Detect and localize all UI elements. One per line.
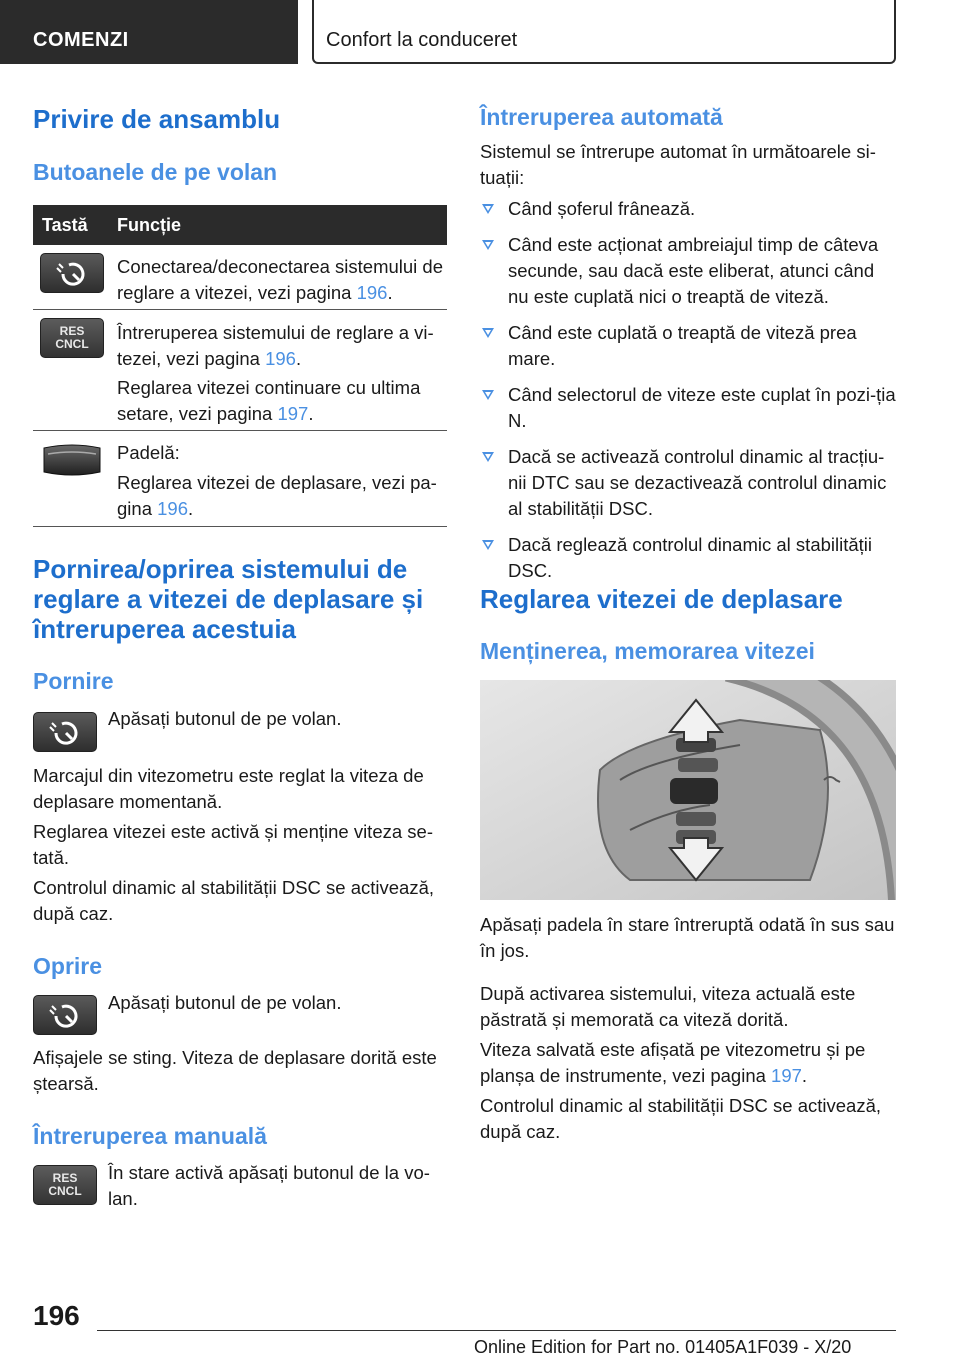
heading-auto: Întreruperea automată xyxy=(480,104,723,130)
cruise-control-icon xyxy=(33,995,97,1035)
heading-oprire: Oprire xyxy=(33,953,103,979)
table-row-3-text2: Reglarea vitezei de deplasare, vezi pa-gina 196. xyxy=(117,472,437,519)
list-item: Dacă reglează controlul dinamic al stabilității DSC. xyxy=(480,532,896,584)
list-item: Când șoferul frânează. xyxy=(480,196,896,222)
list-item: Când este cuplată o treaptă de viteză prea mare. xyxy=(480,320,896,372)
res-cncl-icon: RES CNCL xyxy=(40,318,104,358)
list-item: Când selectorul de viteze este cuplat în pozi-ția N. xyxy=(480,382,896,434)
bullet-triangle-icon xyxy=(482,204,494,214)
list-item: Când este acționat ambreiajul timp de câteva secunde, sau dacă este eliberat, atunci când nu este cuplată nici o treaptă de viteză. xyxy=(480,232,896,310)
section-title-start-stop: Pornirea/oprirea sistemului de reglare a vitezei de deplasare și întreruperea acestuia xyxy=(33,554,424,644)
chapter-label: Confort la conduceret xyxy=(326,29,518,51)
section-tab xyxy=(0,0,298,64)
table-row-2-text2: Reglarea vitezei continuare cu ultima setare, vezi pagina 197. xyxy=(117,377,421,424)
mem-p4: Controlul dinamic al stabilității DSC se activează, după caz. xyxy=(480,1095,882,1142)
pornire-p2: Reglarea vitezei este activă și menține viteza se-tată. xyxy=(33,821,433,868)
page-link[interactable]: 196 xyxy=(356,282,388,303)
subtitle-buttons: Butoanele de pe volan xyxy=(33,159,278,185)
table-divider xyxy=(33,526,447,527)
heading-manuala: Întreruperea manuală xyxy=(33,1123,267,1149)
manuala-lead: În stare activă apăsați butonul de la vo-lan. xyxy=(108,1162,430,1209)
mem-p3: Viteza salvată este afișată pe vitezometru și pe planșa de instrumente, vezi pagina 197. xyxy=(480,1039,866,1086)
bullet-triangle-icon xyxy=(482,390,494,400)
table-row-3-text: Padelă: xyxy=(117,442,180,463)
auto-intro: Sistemul se întrerupe automat în următoarele si-tuații: xyxy=(480,141,876,188)
res-cncl-icon: RES CNCL xyxy=(33,1165,97,1205)
heading-memorare: Menținerea, memorarea vitezei xyxy=(480,638,815,664)
footer-edition: Online Edition for Part no. 01405A1F039 - X/20 xyxy=(474,1337,852,1357)
bullet-triangle-icon xyxy=(482,240,494,250)
cruise-control-icon xyxy=(40,253,104,293)
list-item: Dacă se activează controlul dinamic al tracțiu-nii DTC sau se dezactivează controlul dinamic al stabilității DSC. xyxy=(480,444,896,522)
pornire-p3: Controlul dinamic al stabilității DSC se activează, după caz. xyxy=(33,877,435,924)
pornire-p1: Marcajul din vitezometru este reglat la viteza de deplasare momentană. xyxy=(33,765,424,812)
mem-p2: După activarea sistemului, viteza actuală este păstrată și memorată ca viteză dorită. xyxy=(480,983,856,1030)
bullet-triangle-icon xyxy=(482,540,494,550)
table-row-1-text: Conectarea/deconectarea sistemului de reglare a vitezei, vezi pagina 196. xyxy=(117,256,443,303)
oprire-p1: Afișajele se sting. Viteza de deplasare dorită este ștearsă. xyxy=(33,1047,437,1094)
table-divider xyxy=(33,430,447,431)
page-title: Privire de ansamblu xyxy=(33,104,281,134)
table-divider xyxy=(33,309,447,310)
page-number: 196 xyxy=(33,1300,80,1331)
paddle-icon xyxy=(40,440,104,480)
table-header-function: Funcție xyxy=(117,215,182,235)
page-link[interactable]: 197 xyxy=(771,1065,802,1086)
oprire-lead: Apăsați butonul de pe volan. xyxy=(108,992,342,1013)
table-header xyxy=(33,205,447,245)
section-label: COMENZI xyxy=(33,29,129,51)
cruise-control-icon xyxy=(33,712,97,752)
heading-reglare: Reglarea vitezei de deplasare xyxy=(480,584,843,614)
pornire-lead: Apăsați butonul de pe volan. xyxy=(108,708,342,729)
page-link[interactable]: 196 xyxy=(157,498,188,519)
chapter-tab xyxy=(312,0,896,64)
table-header-key: Tastă xyxy=(42,215,88,235)
bullet-triangle-icon xyxy=(482,452,494,462)
steering-wheel-illustration xyxy=(480,680,896,900)
footer-divider xyxy=(97,1330,896,1331)
bullet-triangle-icon xyxy=(482,328,494,338)
auto-conditions-list xyxy=(480,196,896,594)
table-row-2-text: Întreruperea sistemului de reglare a vi-tezei, vezi pagina 196. xyxy=(117,322,434,369)
heading-pornire: Pornire xyxy=(33,668,114,694)
page-link[interactable]: 197 xyxy=(277,403,309,424)
page-link[interactable]: 196 xyxy=(265,348,296,369)
mem-p1: Apăsați padela în stare întreruptă odată în sus sau în jos. xyxy=(480,914,895,961)
